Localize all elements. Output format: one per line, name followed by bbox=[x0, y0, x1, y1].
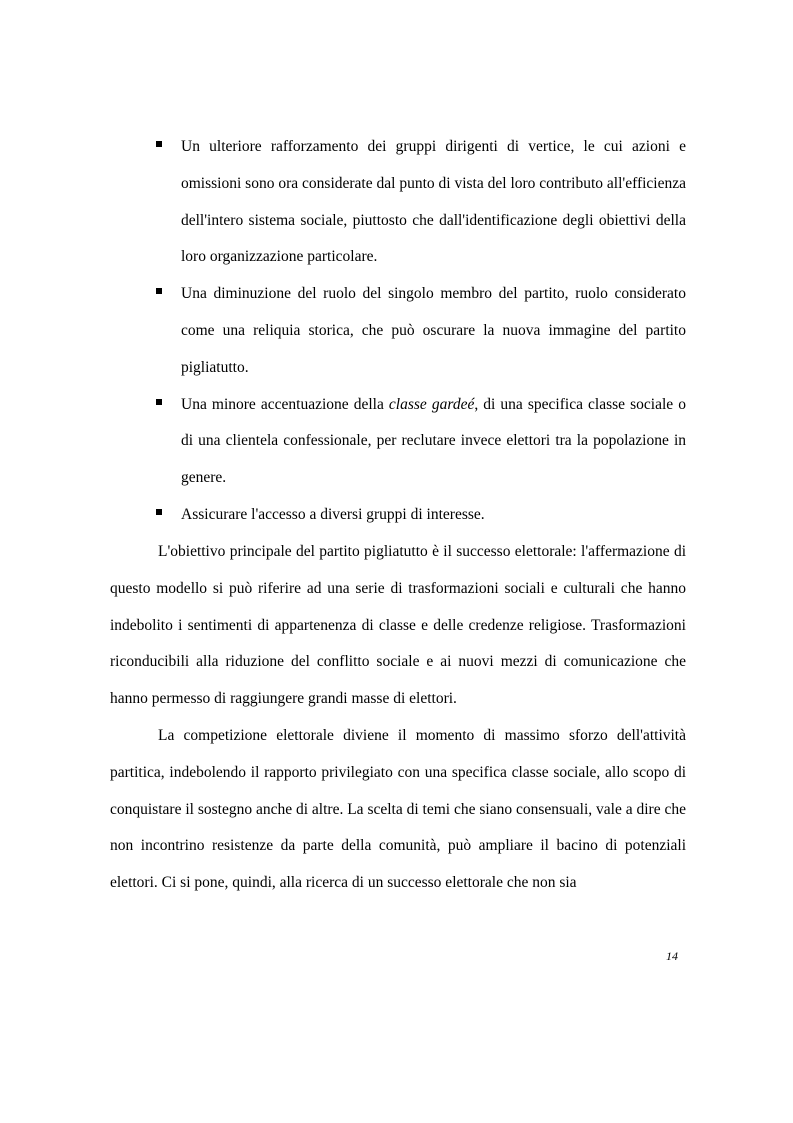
bullet-item-2 bbox=[156, 276, 686, 386]
page-number: 14 bbox=[666, 949, 678, 963]
square-bullet-icon bbox=[156, 509, 162, 515]
bullet-item-3 bbox=[156, 387, 686, 497]
bullet-list bbox=[156, 129, 686, 534]
bullet-text: Assicurare l'accesso a diversi gruppi di interesse. bbox=[181, 505, 485, 523]
bullet-text: Una diminuzione del ruolo del singolo membro del partito, ruolo considerato come una reliquia storica, che può oscurare la nuova immagine del partito pigliatutto. bbox=[181, 285, 686, 376]
bullet-text-start: Una minore accentuazione della bbox=[181, 395, 389, 413]
square-bullet-icon bbox=[156, 399, 162, 405]
bullet-text-end: , di una specifica classe sociale o di una clientela confessionale, per reclutare invece elettori tra la popolazione in genere. bbox=[181, 395, 686, 487]
body-paragraph-1: L'obiettivo principale del partito pigliatutto è il successo elettorale: l'affermazione di questo modello si può riferire ad una serie di trasformazioni sociali e culturali che hanno indebolito i sentimenti di appartenenza di classe e delle credenze religiose. Trasformazioni riconducibili alla riduzione del conflitto sociale e ai nuovi mezzi di comunicazione che hanno permesso di raggiungere grandi masse di elettori. bbox=[110, 543, 686, 708]
square-bullet-icon bbox=[156, 141, 162, 147]
body-paragraph-2: La competizione elettorale diviene il momento di massimo sforzo dell'attività partitica, indebolendo il rapporto privilegiato con una specifica classe sociale, allo scopo di conquistare il sostegno anche di altre. La scelta di temi che siano consensuali, vale a dire che non incontrino resistenze da parte della comunità, può ampliare il bacino di potenziali elettori. Ci si pone, quindi, alla ricerca di un successo elettorale che non sia bbox=[110, 727, 686, 892]
bullet-item-4 bbox=[156, 497, 686, 534]
bullet-text: Un ulteriore rafforzamento dei gruppi dirigenti di vertice, le cui azioni e omissioni sono ora considerate dal punto di vista del loro contributo all'efficienza dell'intero sistema sociale, piuttosto che dall'identificazione degli obiettivi della loro organizzazione particolare. bbox=[181, 138, 686, 266]
bullet-item-1 bbox=[156, 129, 686, 276]
bullet-italic-term: classe gardeé bbox=[388, 395, 475, 413]
square-bullet-icon bbox=[156, 288, 162, 294]
